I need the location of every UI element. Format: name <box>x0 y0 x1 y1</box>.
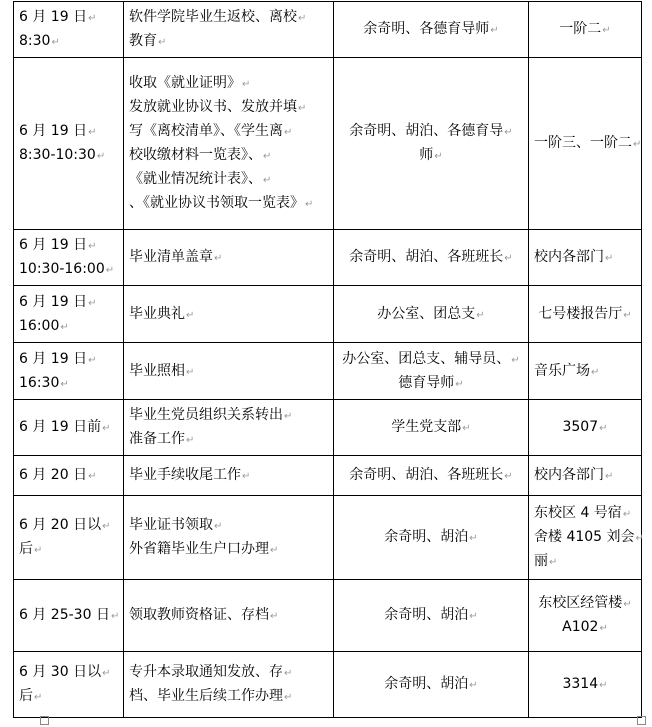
table-row <box>14 580 642 652</box>
task-line: 校收缴材料一览表》、 ↵ <box>129 144 328 168</box>
task-cell <box>124 580 334 652</box>
date-line: 6 月 19 日 ↵ <box>19 291 118 315</box>
place-cell <box>529 400 642 456</box>
date-line: 6 月 25-30 日 ↵ <box>19 604 118 628</box>
task-line: 毕业手续收尾工作 ↵ <box>129 464 328 488</box>
place-line: 东校区经管楼 ↵ <box>534 592 636 616</box>
table-row <box>14 230 642 286</box>
place-cell <box>529 286 642 343</box>
person-cell <box>334 496 529 580</box>
task-line: 写《离校清单》、《学生离 ↵ <box>129 120 328 144</box>
person-cell <box>334 58 529 230</box>
place-cell <box>529 2 642 58</box>
person-cell <box>334 652 529 718</box>
task-line: 毕业生党员组织关系转出 ↵ <box>129 404 328 428</box>
person-line: 余奇明、胡泊、各班班长 ↵ <box>339 464 523 488</box>
table-row <box>14 58 642 230</box>
date-cell <box>14 652 124 718</box>
task-line: 《就业情况统计表》、 ↵ <box>129 168 328 192</box>
task-line: 毕业照相 ↵ <box>129 360 328 384</box>
date-line: 6 月 20 日 ↵ <box>19 464 118 488</box>
date-line: 后 ↵ <box>19 538 118 562</box>
person-cell <box>334 456 529 496</box>
place-line: 七号楼报告厅 ↵ <box>534 303 636 327</box>
person-line: 余奇明、各德育导师 ↵ <box>339 18 523 42</box>
date-cell <box>14 580 124 652</box>
person-line: 德育导师 ↵ <box>339 372 523 396</box>
date-cell <box>14 286 124 343</box>
task-line: 档、毕业生后续工作办理 ↵ <box>129 685 328 709</box>
place-cell <box>529 580 642 652</box>
date-line: 6 月 30 日以 ↵ <box>19 661 118 685</box>
table-row <box>14 456 642 496</box>
place-line: 校内各部门 ↵ <box>534 464 636 488</box>
date-cell <box>14 230 124 286</box>
date-line: 6 月 19 日 ↵ <box>19 120 118 144</box>
place-cell <box>529 343 642 400</box>
person-cell <box>334 2 529 58</box>
schedule-body <box>14 2 642 718</box>
date-line: 10:30-16:00 ↵ <box>19 258 118 282</box>
date-line: 后 ↵ <box>19 685 118 709</box>
person-line: 余奇明、胡泊 ↵ <box>339 673 523 697</box>
schedule-table <box>13 1 642 718</box>
table-row <box>14 496 642 580</box>
date-cell <box>14 496 124 580</box>
date-line: 16:30 ↵ <box>19 372 118 396</box>
place-line: 3507 ↵ <box>534 416 636 440</box>
person-line: 余奇明、胡泊 ↵ <box>339 604 523 628</box>
table-row <box>14 400 642 456</box>
table-row <box>14 2 642 58</box>
cell-marker-icon <box>40 716 49 725</box>
date-line: 8:30 ↵ <box>19 30 118 54</box>
task-cell <box>124 286 334 343</box>
task-line: 毕业典礼 ↵ <box>129 303 328 327</box>
task-cell <box>124 652 334 718</box>
date-line: 6 月 20 日以 ↵ <box>19 514 118 538</box>
task-line: 领取教师资格证、存档 ↵ <box>129 604 328 628</box>
person-line: 办公室、团总支 ↵ <box>339 303 523 327</box>
place-line: 东校区 4 号宿 ↵ <box>534 502 636 526</box>
person-cell <box>334 343 529 400</box>
person-cell <box>334 286 529 343</box>
task-cell <box>124 343 334 400</box>
person-cell <box>334 230 529 286</box>
date-line: 16:00 ↵ <box>19 315 118 339</box>
date-line: 6 月 19 日 ↵ <box>19 6 118 30</box>
task-line: 毕业清单盖章 ↵ <box>129 246 328 270</box>
table-row <box>14 286 642 343</box>
place-cell <box>529 652 642 718</box>
place-line: 丽 ↵ <box>534 550 636 574</box>
task-cell <box>124 2 334 58</box>
task-line: 发放就业协议书、发放并填 ↵ <box>129 96 328 120</box>
person-cell <box>334 400 529 456</box>
person-line: 学生党支部 ↵ <box>339 416 523 440</box>
place-line: 一阶二 ↵ <box>534 18 636 42</box>
place-line: 舍楼 4105 刘会 ↵ <box>534 526 636 550</box>
page-edge-marks <box>0 714 652 727</box>
table-row <box>14 652 642 718</box>
date-cell <box>14 2 124 58</box>
date-cell <box>14 456 124 496</box>
date-line: 6 月 19 日前 ↵ <box>19 416 118 440</box>
date-cell <box>14 400 124 456</box>
task-line: 外省籍毕业生户口办理 ↵ <box>129 538 328 562</box>
person-line: 余奇明、胡泊、各德育导 ↵ <box>339 120 523 144</box>
place-cell <box>529 496 642 580</box>
person-line: 师 ↵ <box>339 144 523 168</box>
person-line: 办公室、团总支、辅导员、 ↵ <box>339 348 523 372</box>
task-line: 准备工作 ↵ <box>129 428 328 452</box>
person-line: 余奇明、胡泊 ↵ <box>339 526 523 550</box>
date-line: 6 月 19 日 ↵ <box>19 234 118 258</box>
task-cell <box>124 496 334 580</box>
place-line: A102 ↵ <box>534 616 636 640</box>
table-row <box>14 343 642 400</box>
place-cell <box>529 230 642 286</box>
date-line: 8:30-10:30 ↵ <box>19 144 118 168</box>
person-cell <box>334 580 529 652</box>
place-line: 3314 ↵ <box>534 673 636 697</box>
task-line: 专升本录取通知发放、存 ↵ <box>129 661 328 685</box>
task-cell <box>124 58 334 230</box>
place-cell <box>529 456 642 496</box>
place-line: 音乐广场 ↵ <box>534 360 636 384</box>
task-cell <box>124 230 334 286</box>
place-line: 一阶三、一阶二 ↵ <box>534 132 636 156</box>
place-line: 校内各部门 ↵ <box>534 246 636 270</box>
date-line: 6 月 19 日 ↵ <box>19 348 118 372</box>
task-line: 毕业证书领取 ↵ <box>129 514 328 538</box>
task-line: 收取《就业证明》 ↵ <box>129 72 328 96</box>
date-cell <box>14 343 124 400</box>
task-cell <box>124 400 334 456</box>
task-cell <box>124 456 334 496</box>
date-cell <box>14 58 124 230</box>
task-line: 、《就业协议书领取一览表》 ↵ <box>129 192 328 216</box>
task-line: 教育 ↵ <box>129 30 328 54</box>
cell-marker-icon <box>637 716 646 725</box>
place-cell <box>529 58 642 230</box>
task-line: 软件学院毕业生返校、离校 ↵ <box>129 6 328 30</box>
person-line: 余奇明、胡泊、各班班长 ↵ <box>339 246 523 270</box>
